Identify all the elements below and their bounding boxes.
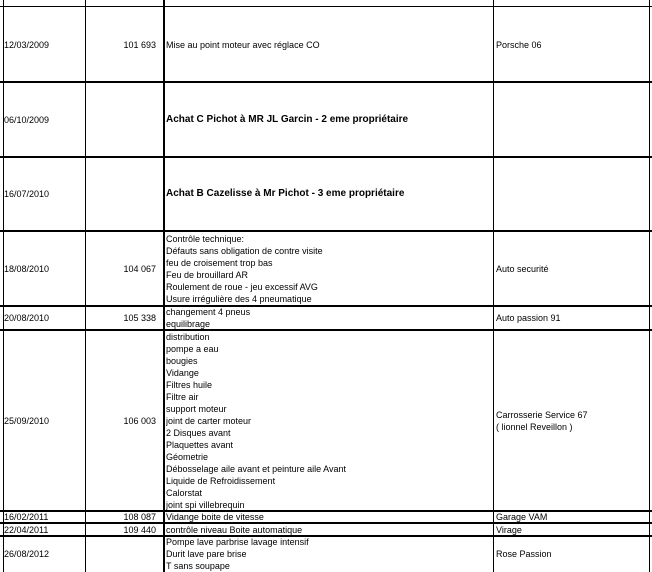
mileage-cell [86, 231, 156, 306]
table-row [0, 231, 652, 306]
date-text: 06/10/2009 [4, 114, 50, 125]
work-line: Feu de brouillard AR [166, 270, 249, 280]
work-line: contrôle niveau Boite automatique [166, 525, 303, 535]
work-line: Roulement de roue - jeu excessif AVG [166, 282, 318, 292]
mileage-text: 105 338 [123, 313, 156, 323]
garage-cell [496, 7, 646, 82]
work-line: distribution [166, 332, 210, 342]
mileage-cell [86, 82, 156, 157]
work-line: Liquide de Refroidissement [166, 476, 276, 486]
date-text: 26/08/2012 [4, 549, 50, 559]
row-divider [0, 510, 652, 512]
table-row [0, 306, 652, 330]
work-description-cell [166, 233, 492, 305]
work-line: Vidange boite de vitesse [166, 512, 264, 522]
table-row [0, 157, 652, 231]
work-line: Défauts sans obligation de contre visite [166, 246, 323, 256]
mileage-cell [86, 157, 156, 231]
mileage-cell [86, 330, 156, 511]
table-row [0, 330, 652, 511]
work-description-cell [166, 188, 492, 200]
work-line: Géometrie [166, 452, 209, 462]
column-divider [649, 0, 650, 572]
garage-cell [496, 231, 646, 306]
garage-cell [496, 157, 646, 231]
work-line: Filtre air [166, 392, 199, 402]
work-line: joint spi villebrequin [166, 500, 245, 510]
date-cell [4, 536, 82, 572]
mileage-text: 101 693 [123, 39, 156, 50]
table-row [0, 82, 652, 157]
column-divider [3, 0, 4, 572]
date-text: 20/08/2010 [4, 313, 50, 323]
work-line: feu de croisement trop bas [166, 258, 273, 268]
table-row [0, 536, 652, 572]
garage-line: Garage VAM [496, 512, 548, 522]
row-divider [0, 522, 652, 524]
work-description-cell [166, 114, 492, 126]
garage-line: Porsche 06 [496, 39, 542, 50]
date-cell [4, 330, 82, 511]
mileage-cell [86, 7, 156, 82]
garage-cell [496, 82, 646, 157]
date-text: 16/02/2011 [4, 512, 49, 522]
row-divider [0, 81, 652, 83]
work-line: pompe a eau [166, 344, 219, 354]
garage-line: Carrosserie Service 67 [496, 409, 588, 420]
work-description-cell [166, 331, 492, 511]
garage-line: Rose Passion [496, 549, 552, 559]
mileage-text: 108 087 [123, 512, 156, 522]
work-line: Achat B Cazelisse à Mr Pichot - 3 eme propriétaire [166, 188, 405, 199]
work-line: Filtres huile [166, 380, 213, 390]
date-cell [4, 306, 82, 330]
work-description-cell [166, 39, 492, 51]
garage-line: ( lionnel Reveillon ) [496, 421, 573, 432]
work-line: bougies [166, 356, 198, 366]
work-line: Achat C Pichot à MR JL Garcin - 2 eme propriétaire [166, 114, 409, 125]
date-cell [4, 7, 82, 82]
row-divider [0, 6, 652, 7]
work-line: T sans soupape [166, 561, 230, 571]
mileage-cell [86, 306, 156, 330]
work-line: Pompe lave parbrise lavage intensif [166, 537, 309, 547]
work-line: Plaquettes avant [166, 440, 234, 450]
work-line: support moteur [166, 404, 227, 414]
work-line: Débosselage aile avant et peinture aile Avant [166, 464, 346, 474]
work-line: Usure irrégulière des 4 pneumatique [166, 294, 312, 304]
garage-line: Auto passion 91 [496, 313, 561, 323]
work-line: joint de carter moteur [166, 416, 252, 426]
garage-line: Virage [496, 524, 522, 535]
date-text: 12/03/2009 [4, 39, 50, 50]
mileage-text: 106 003 [123, 415, 156, 426]
mileage-text: 109 440 [123, 524, 156, 535]
garage-line: Auto securité [496, 263, 549, 274]
column-divider [163, 0, 165, 572]
mileage-text: 104 067 [123, 263, 156, 274]
work-line: Calorstat [166, 488, 203, 498]
work-line: Vidange [166, 368, 199, 378]
column-divider [85, 0, 86, 572]
date-cell [4, 82, 82, 157]
date-cell [4, 231, 82, 306]
garage-cell [496, 306, 646, 330]
table-row [0, 7, 652, 82]
garage-cell [496, 536, 646, 572]
work-line: equilibrage [166, 319, 211, 329]
date-text: 16/07/2010 [4, 189, 50, 199]
column-divider [493, 0, 494, 572]
row-divider [0, 535, 652, 537]
date-cell [4, 157, 82, 231]
row-divider [0, 305, 652, 307]
date-text: 18/08/2010 [4, 263, 50, 274]
mileage-cell [86, 536, 156, 572]
row-divider [0, 329, 652, 331]
row-divider [0, 156, 652, 158]
date-text: 22/04/2011 [4, 524, 49, 535]
work-line: Contrôle technique: [166, 234, 245, 244]
garage-cell [496, 330, 646, 511]
work-line: changement 4 pneus [166, 307, 251, 317]
work-line: Mise au point moteur avec réglace CO [166, 40, 320, 50]
work-description-cell [166, 306, 492, 330]
row-divider [0, 230, 652, 232]
work-line: Durit lave pare brise [166, 549, 247, 559]
date-text: 25/09/2010 [4, 415, 50, 426]
work-line: 2 Disques avant [166, 428, 231, 438]
work-description-cell [166, 536, 492, 572]
